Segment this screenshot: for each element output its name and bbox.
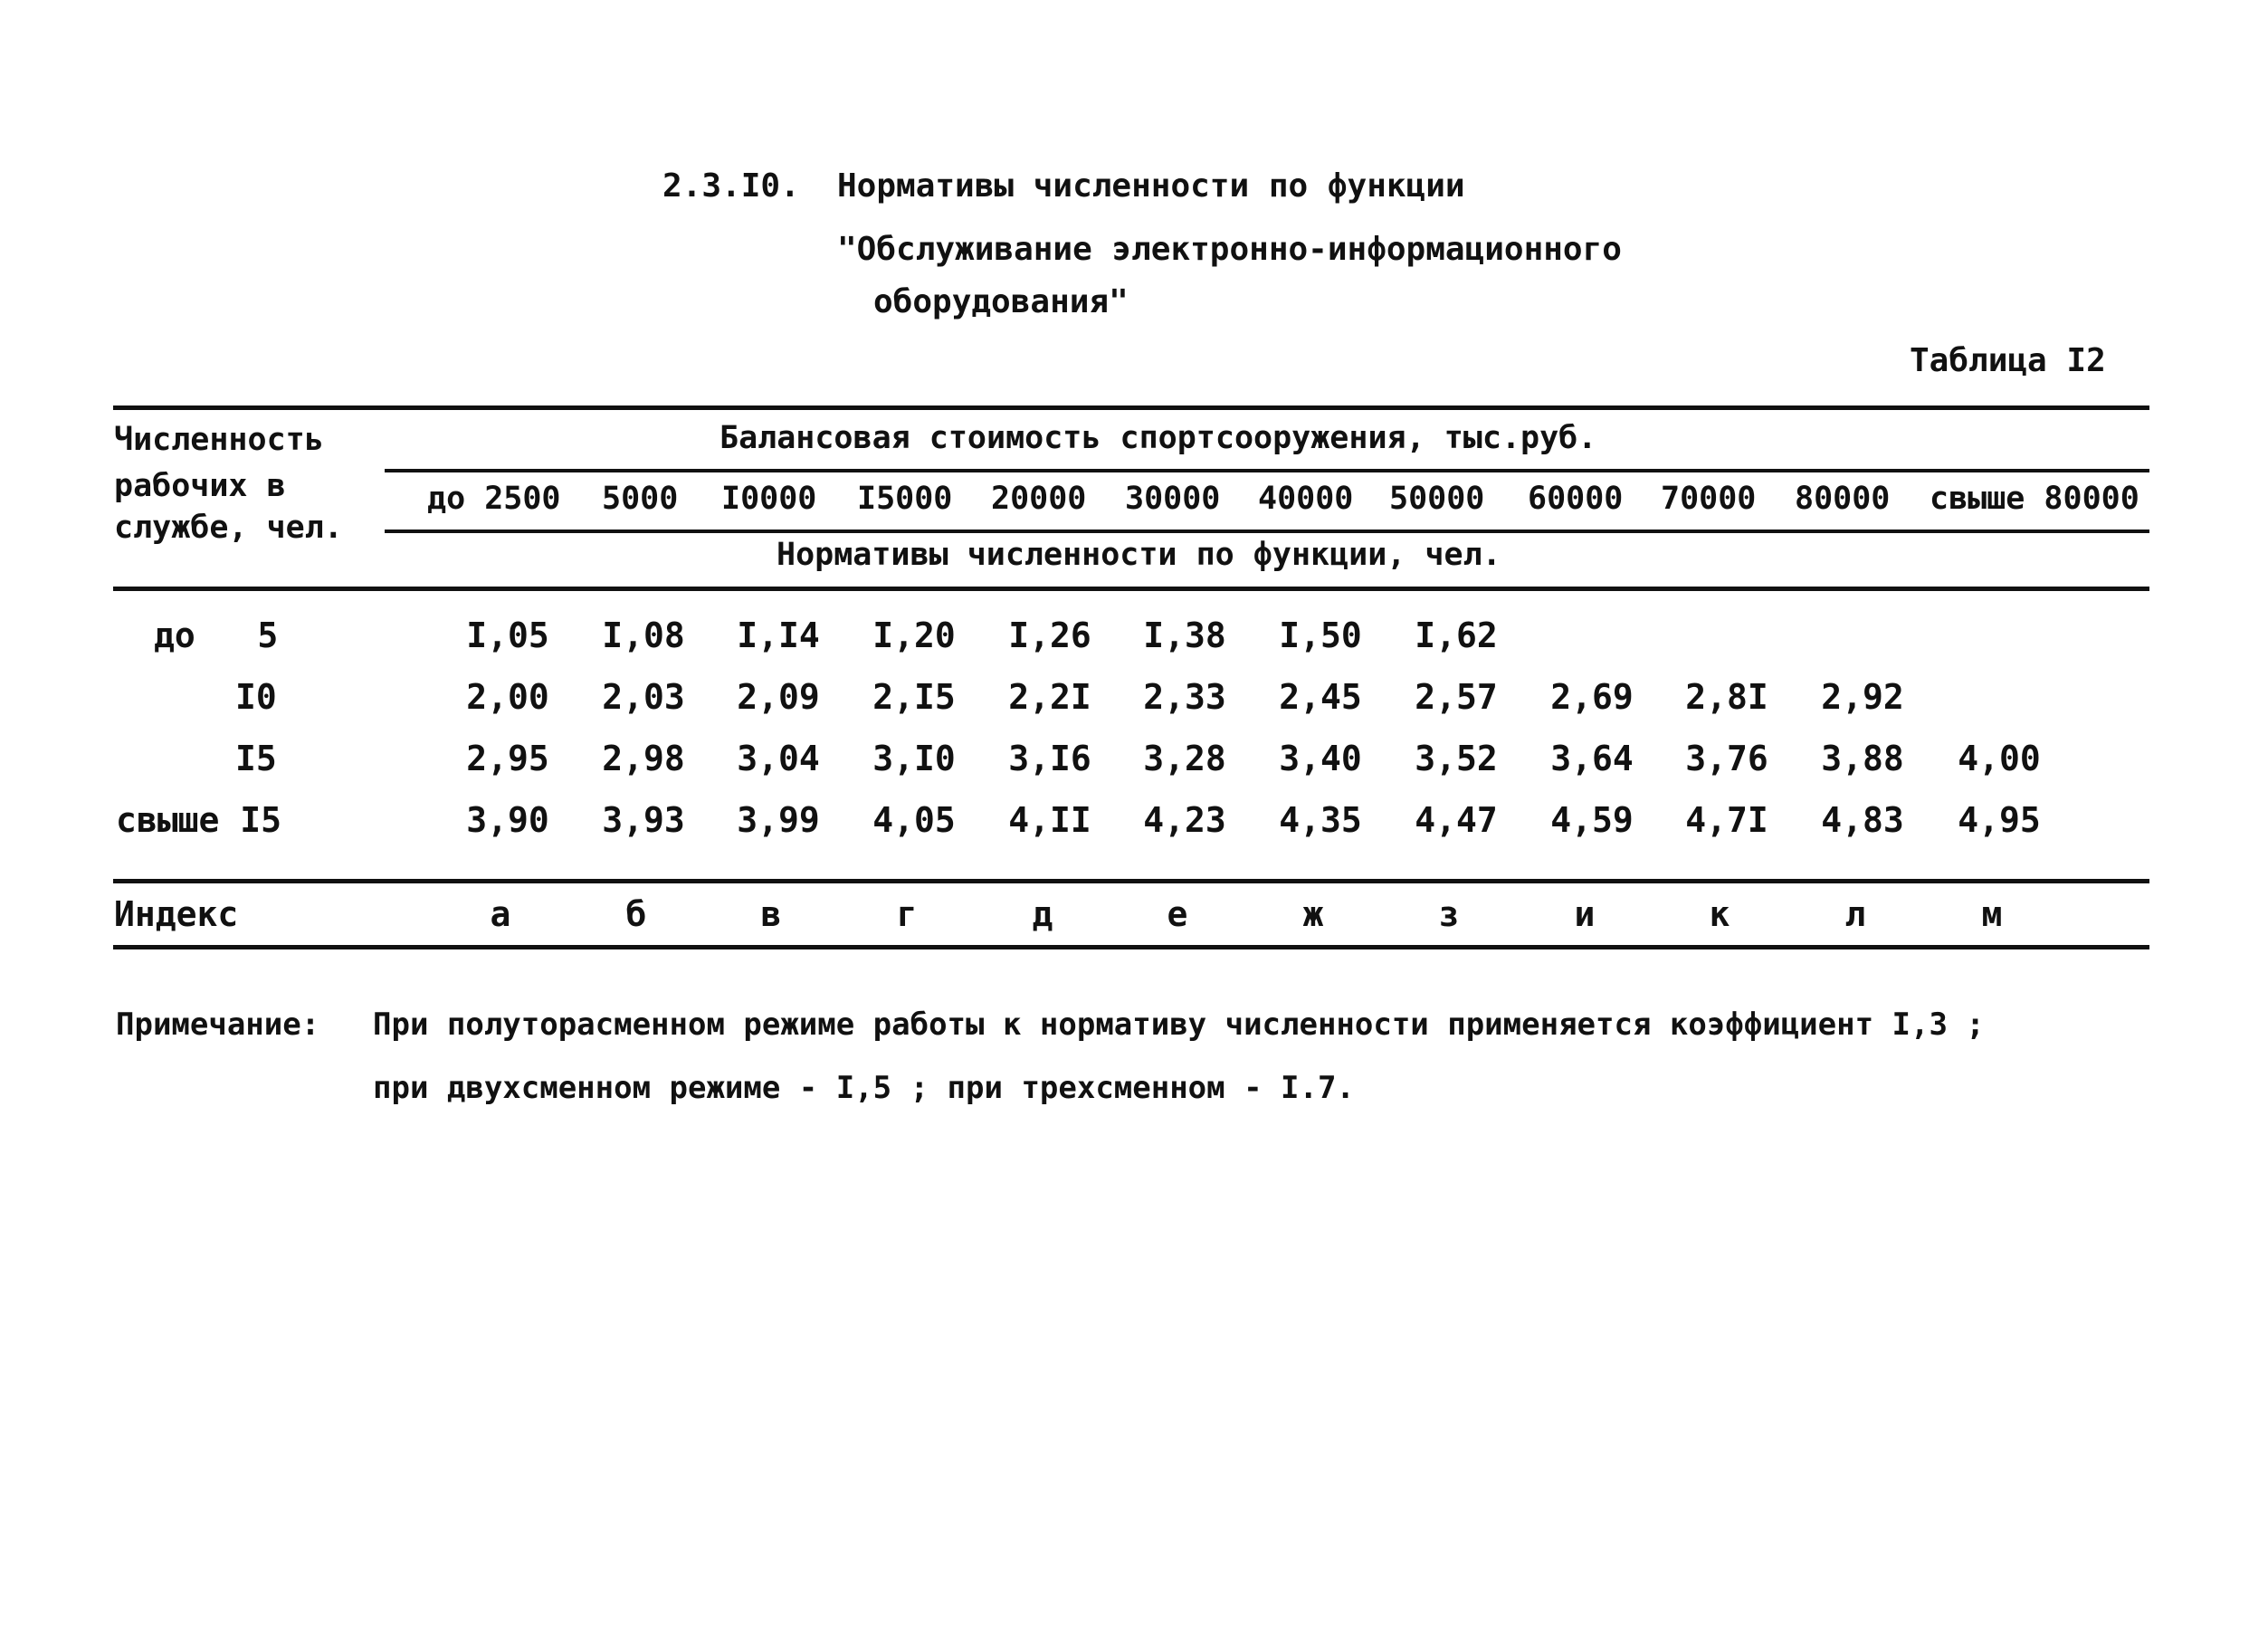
section-subtitle-line2: оборудования": [873, 283, 1129, 320]
index-cell: б: [625, 894, 647, 934]
row-label: до 5: [154, 615, 279, 655]
table-top-rule: [113, 405, 2149, 410]
table-cell: 2,I5: [872, 677, 956, 717]
table-cell: 2,03: [602, 677, 685, 717]
index-cell: д: [1032, 894, 1053, 934]
row-header-line2: рабочих в: [114, 468, 286, 504]
index-cell: и: [1574, 894, 1596, 934]
table-cell: 4,05: [872, 800, 956, 840]
table-cell: 3,I0: [872, 739, 956, 778]
note-label: Примечание:: [116, 1007, 320, 1043]
table-cell: I,50: [1279, 615, 1362, 655]
table-cell: 2,57: [1415, 677, 1498, 717]
row-label: I5: [235, 739, 277, 778]
table-cell: 3,40: [1279, 739, 1362, 778]
table-label: Таблица I2: [1910, 342, 2106, 379]
table-cell: 3,88: [1821, 739, 1904, 778]
table-cell: I,20: [872, 615, 956, 655]
index-cell: л: [1844, 894, 1866, 934]
table-cell: 3,99: [737, 800, 820, 840]
row-label: свыше I5: [116, 800, 282, 840]
table-cell: 3,93: [602, 800, 685, 840]
column-header: 60000: [1528, 481, 1624, 517]
table-cell: 2,45: [1279, 677, 1362, 717]
table-bottom-rule: [113, 945, 2149, 949]
row-label: I0: [235, 677, 277, 717]
table-cell: I,05: [466, 615, 549, 655]
row-header-line3: службе, чел.: [114, 510, 343, 546]
index-top-rule: [113, 879, 2149, 883]
note-line2: при двухсменном режиме - I,5 ; при трехсменном - I.7.: [373, 1070, 1355, 1106]
table-cell: 2,09: [737, 677, 820, 717]
section-subtitle-line1: "Обслуживание электронно-информационного: [837, 231, 1622, 268]
column-header-bottom-rule: [385, 530, 2149, 533]
column-header: 50000: [1389, 481, 1485, 517]
table-cell: I,08: [602, 615, 685, 655]
table-cell: 2,8I: [1685, 677, 1768, 717]
table-cell: 4,II: [1008, 800, 1091, 840]
table-cell: 3,I6: [1008, 739, 1091, 778]
table-cell: 2,92: [1821, 677, 1904, 717]
table-cell: I,38: [1143, 615, 1226, 655]
index-cell: е: [1167, 894, 1188, 934]
table-cell: 2,95: [466, 739, 549, 778]
index-cell: а: [490, 894, 511, 934]
table-cell: 2,2I: [1008, 677, 1091, 717]
column-header-top-rule: [385, 469, 2149, 472]
table-cell: 2,00: [466, 677, 549, 717]
column-header: 20000: [991, 481, 1087, 517]
table-cell: 4,59: [1550, 800, 1634, 840]
table-cell: I,26: [1008, 615, 1091, 655]
column-header: 70000: [1661, 481, 1757, 517]
column-header: до 2500: [427, 481, 561, 517]
column-header: 30000: [1125, 481, 1221, 517]
group-header: Балансовая стоимость спортсооружения, тыс.руб.: [719, 420, 1597, 456]
table-cell: 4,83: [1821, 800, 1904, 840]
table-cell: 3,52: [1415, 739, 1498, 778]
index-cell: ж: [1302, 894, 1324, 934]
column-header: I5000: [857, 481, 953, 517]
note-line1: При полуторасменном режиме работы к нормативу численности применяется коэффициент I,3 ;: [373, 1007, 1985, 1043]
section-title: Нормативы численности по функции: [837, 167, 1465, 205]
table-cell: 3,76: [1685, 739, 1768, 778]
column-header: 80000: [1795, 481, 1891, 517]
column-header: 5000: [602, 481, 679, 517]
index-cell: г: [896, 894, 918, 934]
table-cell: 4,7I: [1685, 800, 1768, 840]
table-cell: 3,90: [466, 800, 549, 840]
table-cell: 3,28: [1143, 739, 1226, 778]
table-cell: 4,95: [1958, 800, 2041, 840]
table-cell: 4,23: [1143, 800, 1226, 840]
index-label: Индекс: [114, 894, 239, 934]
table-cell: 2,98: [602, 739, 685, 778]
table-cell: 2,69: [1550, 677, 1634, 717]
header-bottom-rule: [113, 587, 2149, 591]
table-cell: 3,04: [737, 739, 820, 778]
row-header-line1: Численность: [114, 422, 324, 458]
sub-header: Нормативы численности по функции, чел.: [777, 537, 1501, 573]
index-cell: в: [760, 894, 782, 934]
table-cell: I,62: [1415, 615, 1498, 655]
index-cell: м: [1981, 894, 2003, 934]
column-header: 40000: [1258, 481, 1354, 517]
table-cell: 4,47: [1415, 800, 1498, 840]
table-cell: 3,64: [1550, 739, 1634, 778]
index-cell: з: [1438, 894, 1460, 934]
section-number: 2.3.I0.: [662, 167, 800, 205]
table-cell: 4,00: [1958, 739, 2041, 778]
column-header: I0000: [721, 481, 817, 517]
column-header: свыше 80000: [1930, 481, 2139, 517]
table-cell: 4,35: [1279, 800, 1362, 840]
table-cell: I,I4: [737, 615, 820, 655]
table-cell: 2,33: [1143, 677, 1226, 717]
index-cell: к: [1709, 894, 1730, 934]
